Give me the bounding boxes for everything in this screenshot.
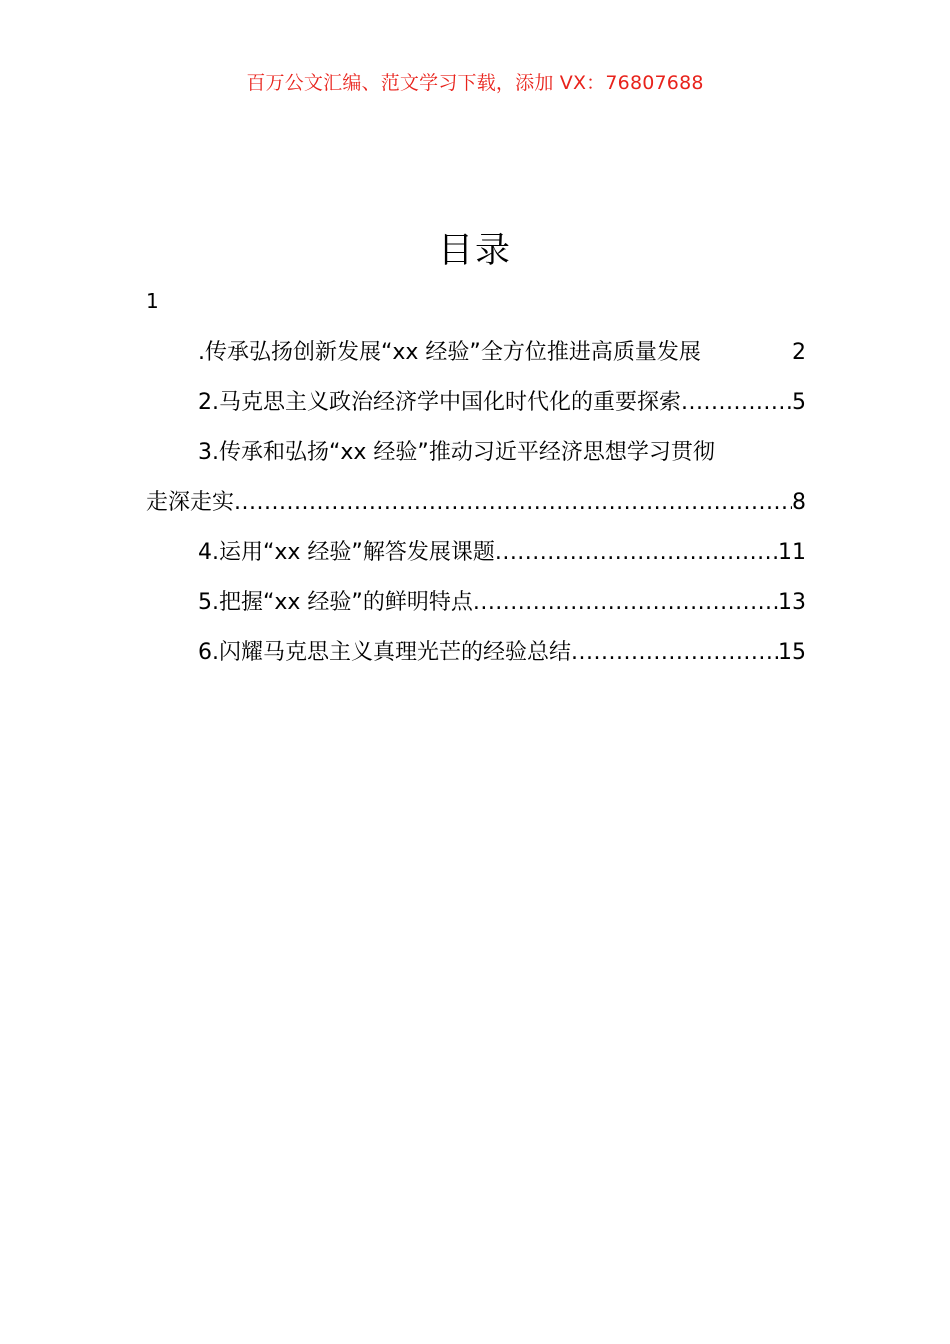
toc-entry-6[interactable]: [146, 628, 806, 678]
toc-entry-1[interactable]: [146, 328, 806, 378]
toc-page-number: 15: [778, 640, 806, 665]
table-of-contents: [146, 286, 806, 678]
toc-entry-2[interactable]: [146, 378, 806, 428]
toc-entry-5[interactable]: [146, 578, 806, 628]
toc-entry-text: 4.运用“xx 经验”解答发展课题: [198, 540, 495, 565]
toc-page-number: 5: [792, 390, 806, 415]
toc-entry-text: 5.把握“xx 经验”的鲜明特点: [198, 590, 473, 615]
toc-page-number: 13: [778, 590, 806, 615]
toc-leader: [571, 628, 778, 678]
toc-title: 目录: [437, 231, 512, 271]
stray-number: 1: [146, 289, 159, 313]
toc-page-number: 8: [792, 490, 806, 515]
toc-entry-4[interactable]: [146, 528, 806, 578]
toc-entry-text: 3.传承和弘扬“xx 经验”推动习近平经济思想学习贯彻: [198, 440, 715, 465]
toc-entry-text: 2.马克思主义政治经济学中国化时代化的重要探索: [198, 390, 681, 415]
toc-entry-text: 走深走实: [146, 490, 235, 515]
toc-leader: [681, 378, 792, 428]
toc-entry-text: .传承弘扬创新发展“xx 经验”全方位推进高质量发展: [198, 340, 701, 365]
toc-entry-text: 6.闪耀马克思主义真理光芒的经验总结: [198, 640, 571, 665]
header-note: 百万公文汇编、范文学习下载，添加 VX：76807688: [246, 72, 704, 94]
toc-page-number: 11: [778, 540, 806, 565]
toc-leader: [473, 578, 778, 628]
toc-leader: [234, 478, 792, 528]
toc-entry-3-line-2[interactable]: [146, 478, 806, 528]
toc-page-number: 2: [792, 340, 806, 365]
toc-entry-3-line-1[interactable]: [146, 428, 806, 478]
toc-leader: [495, 528, 778, 578]
